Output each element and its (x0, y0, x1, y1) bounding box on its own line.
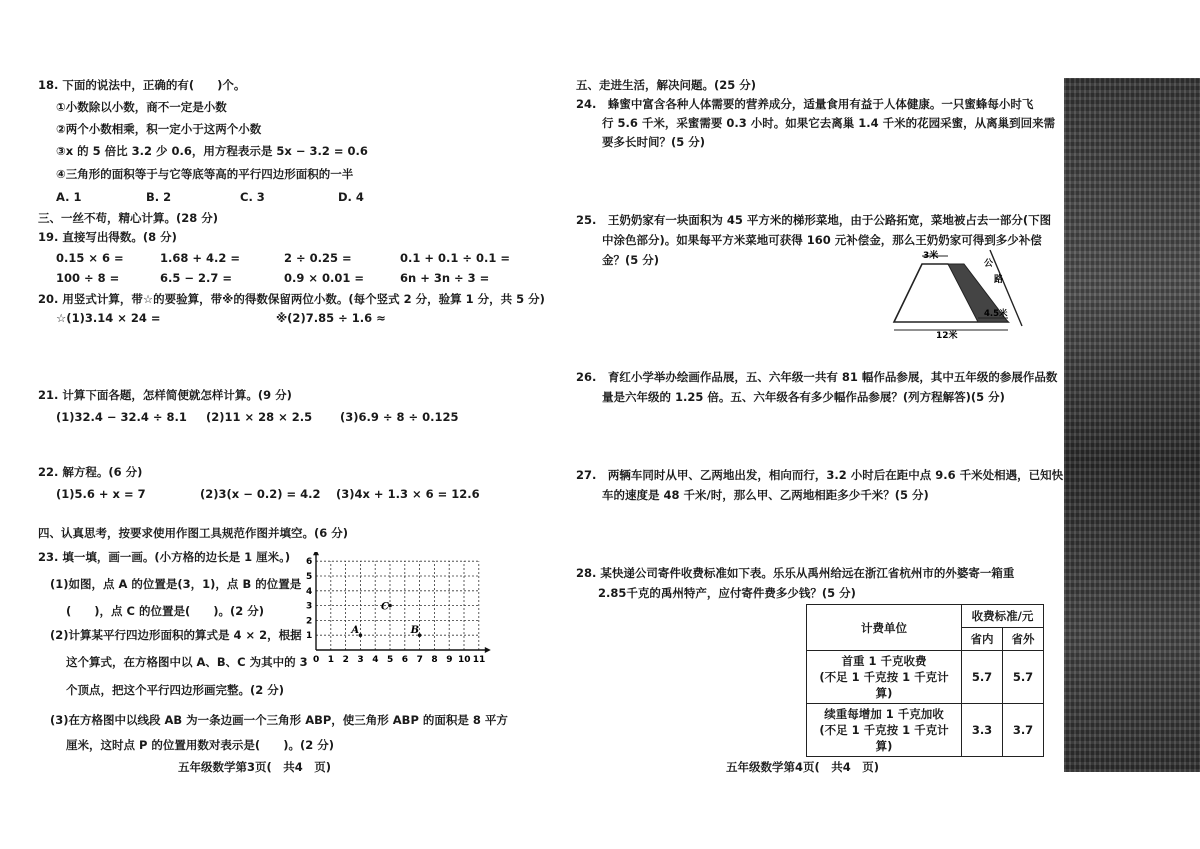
x-tick-label: 11 (472, 655, 486, 665)
q18-item-3: ③x 的 5 倍比 3.2 少 0.6，用方程表示是 5x − 3.2 = 0.6 (56, 144, 368, 158)
y-tick-label: 3 (306, 601, 313, 612)
q23-p2-line2: 这个算式，在方格图中以 A、B、C 为其中的 3 (66, 655, 308, 669)
y-tick-label: 4 (306, 586, 313, 597)
q18-item-4: ④三角形的面积等于与它等底等高的平行四边形面积的一半 (56, 167, 354, 181)
q24-line1: 24. 蜂蜜中富含各种人体需要的营养成分，适量食用有益于人体健康。一只蜜蜂每小时飞 (576, 97, 1034, 111)
q23-p1-line2: ( )，点 C 的位置是( )。(2 分) (66, 604, 264, 618)
trap-right-label: 4.5米 (984, 309, 1008, 319)
q19-r2c2: 6.5 − 2.7 = (160, 271, 233, 285)
header-out-province: 省外 (1003, 628, 1044, 651)
x-tick-label: 5 (387, 655, 394, 665)
trapezoid-figure (892, 246, 1062, 342)
section-4-title: 四、认真思考，按要求使用作图工具规范作图并填空。(6 分) (38, 526, 349, 540)
row2-in: 3.3 (962, 704, 1003, 757)
trap-bottom-label: 12米 (936, 331, 958, 341)
q19-r2c3: 0.9 × 0.01 = (284, 271, 365, 285)
q21-item-1: (1)32.4 − 32.4 ÷ 8.1 (56, 410, 187, 424)
left-page (0, 0, 560, 849)
road-label-1: 公 (984, 259, 994, 269)
q28-line1: 28. 某快递公司寄件收费标准如下表。乐乐从禹州给远在浙江省杭州市的外婆寄一箱重 (576, 566, 1015, 580)
y-axis-arrow (313, 552, 319, 555)
q23-p3-line2: 厘米，这时点 P 的位置用数对表示是( )。(2 分) (66, 738, 334, 752)
x-tick-label: 2 (342, 655, 349, 665)
section-3-title: 三、一丝不苟，精心计算。(28 分) (38, 211, 219, 225)
q27-line1: 27. 两辆车同时从甲、乙两地出发，相向而行，3.2 小时后在距中点 9.6 千米处相遇，已知快 (576, 468, 1064, 482)
q26-line2: 量是六年级的 1.25 倍。五、六年级各有多少幅作品参展？(列方程解答)(5 分) (602, 390, 1005, 404)
q19-stem: 19. 直接写出得数。(8 分) (38, 230, 177, 244)
point-label-a: A (351, 625, 360, 637)
row1-label-line1: 首重 1 千克收费 (841, 654, 927, 668)
x-axis-arrow (485, 647, 491, 653)
row1-out: 5.7 (1003, 651, 1044, 704)
q23-p1-line1: (1)如图，点 A 的位置是(3，1)，点 B 的位置是 (50, 577, 302, 591)
q22-item-2: (2)3(x − 0.2) = 4.2 (200, 487, 321, 501)
row1-label-line2: (不足 1 千克按 1 千克计算) (819, 670, 949, 700)
q26-line1: 26. 育红小学举办绘画作品展，五、六年级一共有 81 幅作品参展，其中五年级的参展作品数 (576, 370, 1058, 384)
y-tick-label: 5 (306, 572, 313, 582)
section-5-title: 五、走进生活，解决问题。(25 分) (576, 78, 757, 92)
q18-option-b: B. 2 (146, 190, 172, 204)
q19-r1c2: 1.68 + 4.2 = (160, 251, 241, 265)
row2-out: 3.7 (1003, 704, 1044, 757)
q22-item-3: (3)4x + 1.3 × 6 = 12.6 (336, 487, 480, 501)
row2-label-line2: (不足 1 千克按 1 千克计算) (819, 723, 949, 753)
point-label-c: C (381, 601, 389, 613)
left-footer: 五年级数学第3页( 共4 页) (178, 760, 332, 774)
q18-item-2: ②两个小数相乘，积一定小于这两个小数 (56, 122, 262, 136)
y-tick-label: 1 (306, 631, 313, 642)
q25-line1: 25. 王奶奶家有一块面积为 45 平方米的梯形菜地，由于公路拓宽，菜地被占去一部分(下图 (576, 213, 1052, 227)
q21-stem: 21. 计算下面各题，怎样简便就怎样计算。(9 分) (38, 388, 292, 402)
q20-part-1: ☆(1)3.14 × 24 = (56, 311, 161, 325)
coordinate-grid (296, 552, 510, 670)
trap-top-label: 3米 (923, 251, 939, 261)
q24-line3: 要多长时间？(5 分) (602, 135, 706, 149)
x-tick-label: 0 (313, 655, 320, 665)
y-tick-label: 6 (306, 557, 313, 568)
q23-p2-line1: (2)计算某平行四边形面积的算式是 4 × 2，根据 (50, 628, 302, 642)
q27-line2: 车的速度是 48 千米/时，那么甲、乙两地相距多少千米？(5 分) (602, 488, 929, 502)
q19-r1c4: 0.1 + 0.1 ÷ 0.1 = (400, 251, 511, 265)
point-label-b: B (410, 625, 420, 637)
q23-p2-line3: 个顶点，把这个平行四边形画完整。(2 分) (66, 683, 285, 697)
x-tick-label: 4 (372, 655, 379, 665)
q21-item-2: (2)11 × 28 × 2.5 (206, 410, 313, 424)
x-tick-label: 6 (401, 655, 409, 665)
q19-r2c4: 6n + 3n ÷ 3 = (400, 271, 490, 285)
q19-r1c3: 2 ÷ 0.25 = (284, 251, 352, 265)
header-in-province: 省内 (962, 628, 1003, 651)
q18-stem: 18. 下面的说法中，正确的有( )个。 (38, 78, 246, 92)
q28-line2: 2.85千克的禹州特产，应付寄件费多少钱？(5 分) (598, 586, 856, 600)
row2-label-line1: 续重每增加 1 千克加收 (824, 707, 944, 721)
q25-line3: 金？(5 分) (602, 253, 660, 267)
q22-stem: 22. 解方程。(6 分) (38, 465, 143, 479)
fee-table (806, 604, 1044, 757)
x-tick-label: 8 (431, 655, 438, 665)
row1-in: 5.7 (962, 651, 1003, 704)
header-unit: 计费单位 (807, 605, 962, 651)
q21-item-3: (3)6.9 ÷ 8 ÷ 0.125 (340, 410, 459, 424)
q18-option-d: D. 4 (338, 190, 364, 204)
header-standard: 收费标准/元 (962, 605, 1044, 628)
q20-stem: 20. 用竖式计算，带☆的要验算，带※的得数保留两位小数。(每个竖式 2 分，验算 1 分，共 5 分) (38, 292, 545, 306)
q18-item-1: ①小数除以小数，商不一定是小数 (56, 100, 227, 114)
q18-option-c: C. 3 (240, 190, 265, 204)
q19-r2c1: 100 ÷ 8 = (56, 271, 120, 285)
q19-r1c1: 0.15 × 6 = (56, 251, 124, 265)
row1-label (807, 651, 962, 704)
q22-item-1: (1)5.6 + x = 7 (56, 487, 146, 501)
x-tick-label: 9 (446, 655, 453, 665)
q23-stem: 23. 填一填，画一画。(小方格的边长是 1 厘米。) (38, 550, 291, 564)
x-tick-label: 1 (327, 655, 335, 665)
x-tick-label: 7 (416, 655, 423, 665)
scan-shadow-strip (1064, 78, 1200, 772)
x-tick-label: 3 (357, 655, 364, 665)
row2-label (807, 704, 962, 757)
q25-line2: 中涂色部分)。如果每平方米菜地可获得 160 元补偿金，那么王奶奶家可得到多少补偿 (602, 233, 1042, 247)
q23-p3-line1: (3)在方格图中以线段 AB 为一条边画一个三角形 ABP，使三角形 ABP 的面积是 8 平方 (50, 713, 508, 727)
y-tick-label: 2 (306, 616, 313, 627)
q20-part-2: ※(2)7.85 ÷ 1.6 ≈ (276, 311, 386, 325)
right-footer: 五年级数学第4页( 共4 页) (726, 760, 880, 774)
q18-option-a: A. 1 (56, 190, 82, 204)
q24-line2: 行 5.6 千米，采蜜需要 0.3 小时。如果它去离巢 1.4 千米的花园采蜜，从离巢到回来需 (602, 116, 1056, 130)
road-label-2: 路 (994, 275, 1004, 285)
x-tick-label: 10 (458, 655, 471, 665)
